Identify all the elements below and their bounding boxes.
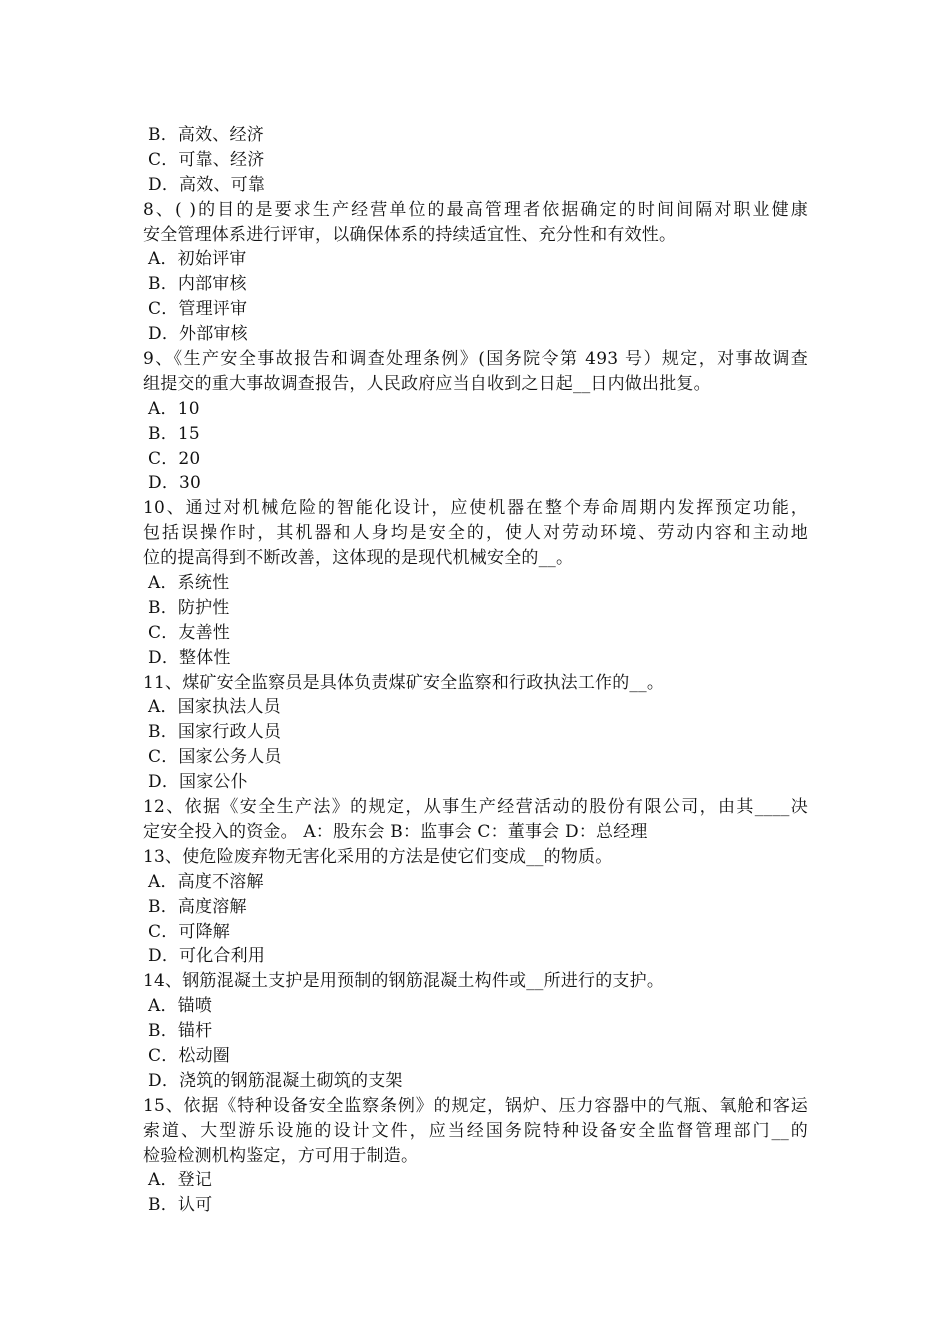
- answer-option: B．高效、经济: [148, 125, 264, 145]
- answer-option: B．锚杆: [148, 1021, 213, 1042]
- answer-option: C．可降解: [148, 921, 231, 942]
- answer-option: B．防护性: [148, 597, 230, 618]
- question-text-line: 15、依据《特种设备安全监察条例》的规定，锅炉、压力容器中的气瓶、氧舱和客运: [143, 1095, 808, 1116]
- answer-option: C．20: [148, 448, 201, 469]
- answer-option: C．可靠、经济: [148, 149, 265, 170]
- question-text-line: 10、通过对机械危险的智能化设计，应使机器在整个寿命周期内发挥预定功能，: [143, 498, 808, 519]
- answer-option: A．登记: [148, 1170, 213, 1191]
- answer-option: D．整体性: [148, 647, 231, 668]
- answer-option: B．国家行政人员: [148, 722, 282, 743]
- question-list: [143, 123, 808, 1218]
- question-text-line: 8、( )的目的是要求生产经营单位的最高管理者依据确定的时间间隔对职业健康: [143, 199, 808, 220]
- answer-option: D．高效、可靠: [148, 174, 266, 195]
- answer-option: A．锚喷: [148, 996, 213, 1017]
- answer-option: B．高度溶解: [148, 896, 247, 917]
- answer-option: C．国家公务人员: [148, 747, 282, 768]
- question-text-line: 安全管理体系进行评审，以确保体系的持续适宜性、充分性和有效性。: [143, 224, 677, 245]
- question-text-line: 13、使危险废弃物无害化采用的方法是使它们变成__的物质。: [143, 846, 613, 867]
- question-text-line: 索道、大型游乐设施的设计文件，应当经国务院特种设备安全监督管理部门__的: [143, 1120, 808, 1141]
- answer-option: A．10: [148, 398, 200, 419]
- answer-option: A．国家执法人员: [148, 697, 281, 718]
- answer-option: B．内部审核: [148, 274, 247, 295]
- answer-option: C．松动圈: [148, 1045, 231, 1066]
- question-text-line: 12、依据《安全生产法》的规定，从事生产经营活动的股份有限公司，由其____决: [143, 797, 808, 818]
- answer-option: D．外部审核: [148, 324, 248, 345]
- question-text-line: 14、钢筋混凝土支护是用预制的钢筋混凝土构件或__所进行的支护。: [143, 971, 665, 992]
- question-text-line: 位的提高得到不断改善，这体现的是现代机械安全的__。: [143, 548, 574, 569]
- answer-option: C．友善性: [148, 622, 231, 643]
- question-text-line: 定安全投入的资金。 A：股东会 B：监事会 C：董事会 D：总经理: [143, 821, 648, 842]
- answer-option: B．15: [148, 423, 200, 444]
- answer-option: D．浇筑的钢筋混凝土砌筑的支架: [148, 1070, 403, 1091]
- question-text-line: 包括误操作时，其机器和人身均是安全的，使人对劳动环境、劳动内容和主动地: [143, 523, 808, 544]
- answer-option: D．国家公仆: [148, 772, 248, 793]
- question-text-line: 11、煤矿安全监察员是具体负责煤矿安全监察和行政执法工作的__。: [143, 672, 665, 693]
- question-text-line: 检验检测机构鉴定，方可用于制造。: [143, 1145, 419, 1166]
- answer-option: A．高度不溶解: [148, 871, 264, 892]
- answer-option: B．认可: [148, 1195, 213, 1216]
- question-text-line: 9、《生产安全事故报告和调查处理条例》(国务院令第 493 号）规定，对事故调查: [143, 349, 808, 370]
- answer-option: D．30: [148, 473, 202, 494]
- answer-option: C．管理评审: [148, 299, 248, 320]
- answer-option: A．初始评审: [148, 249, 247, 270]
- answer-option: A．系统性: [148, 573, 230, 594]
- answer-option: D．可化合利用: [148, 946, 266, 967]
- question-text-line: 组提交的重大事故调查报告，人民政府应当自收到之日起__日内做出批复。: [143, 373, 711, 394]
